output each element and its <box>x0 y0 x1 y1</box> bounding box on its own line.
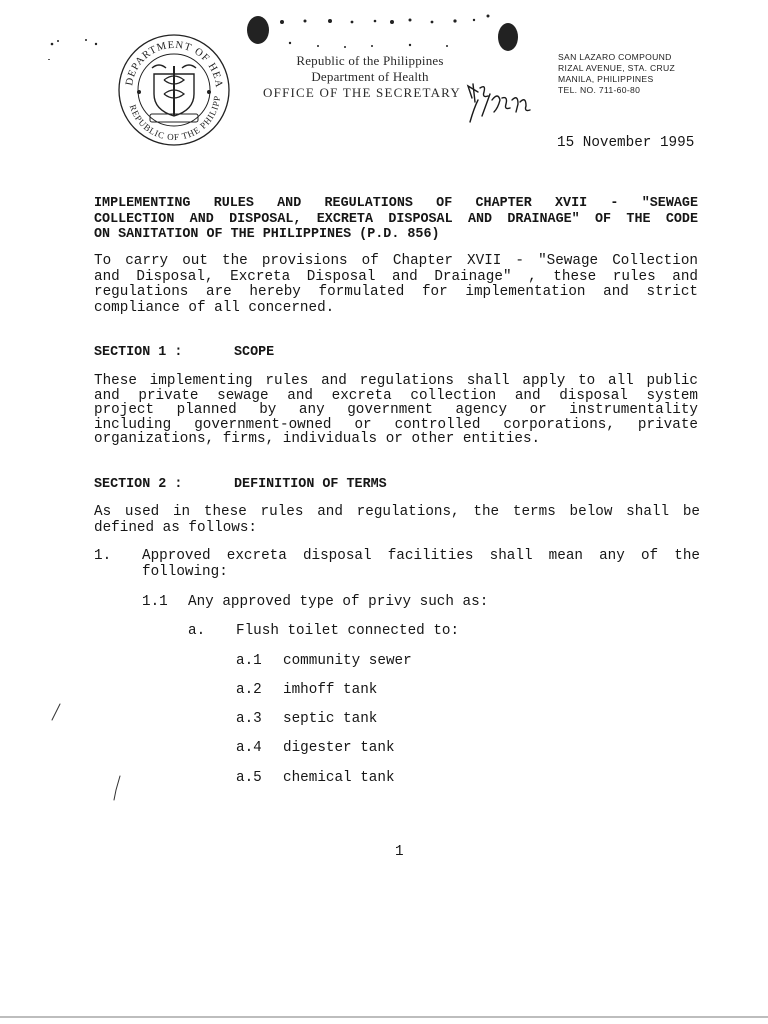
section1-line: organizations, firms, individuals or other entities. <box>94 431 541 448</box>
subitem-number: a.5 <box>236 770 262 786</box>
svg-text:DEPARTMENT OF HEALTH <box>114 32 224 89</box>
section1-title: SCOPE <box>234 345 275 360</box>
address-line: RIZAL AVENUE, STA. CRUZ <box>558 63 676 73</box>
scan-bottom-edge <box>0 1016 768 1018</box>
title-line: ON SANITATION OF THE PHILIPPINES (P.D. 856) <box>94 227 440 242</box>
section1-line: and private sewage and excreta collection and disposal system <box>94 387 698 404</box>
page-number: 1 <box>395 844 404 860</box>
subitem-text: septic tank <box>283 711 378 727</box>
subitem-number: a.1 <box>236 653 262 669</box>
section1-line: including government-owned or controlled corporations, private <box>94 416 698 433</box>
section1-line: project planned by any government agency or instrumentality <box>94 402 698 419</box>
address-line: TEL. NO. 711-60-80 <box>558 85 641 95</box>
subitem-text: community sewer <box>283 653 412 669</box>
title-line: IMPLEMENTING RULES AND REGULATIONS OF CHAPTER XVII - "SEWAGE <box>94 196 698 211</box>
letterhead-republic: Republic of the Philippines <box>296 53 444 68</box>
section2-paragraph <box>94 505 700 536</box>
section2-title: DEFINITION OF TERMS <box>234 477 387 492</box>
seal-text-bottom: REPUBLIC OF THE PHILIPP <box>127 94 223 143</box>
handwritten-annotation <box>464 78 544 128</box>
item1-1-number: 1.1 <box>142 594 168 610</box>
subitem-number: a.4 <box>236 740 262 756</box>
margin-pen-marks <box>40 700 130 810</box>
item1-line: Approved excreta disposal facilities shall mean any of the <box>142 548 700 564</box>
subitem-text: chemical tank <box>283 770 395 786</box>
item-a-number: a. <box>188 623 206 639</box>
item1-1-text: Any approved type of privy such as: <box>188 594 489 610</box>
intro-line: regulations are hereby formulated for implementation and strict <box>94 284 698 300</box>
intro-line: and Disposal, Excreta Disposal and Drainage" , these rules and <box>94 268 698 285</box>
intro-paragraph <box>94 254 698 316</box>
item1-text <box>142 549 700 580</box>
subitem-number: a.2 <box>236 682 262 698</box>
address-line: MANILA, PHILIPPINES <box>558 74 654 84</box>
address-line: SAN LAZARO COMPOUND <box>558 52 672 62</box>
intro-line: To carry out the provisions of Chapter XVII - "Sewage Collection <box>94 253 698 269</box>
subitem-text: digester tank <box>283 740 395 756</box>
subitem-number: a.3 <box>236 711 262 727</box>
section1-line: These implementing rules and regulations shall apply to all public <box>94 373 698 389</box>
seal-text-top: DEPARTMENT OF HEA <box>124 39 225 89</box>
item1-line: following: <box>142 563 228 580</box>
section1-number: SECTION 1 : <box>94 345 183 360</box>
section2-line: defined as follows: <box>94 519 258 536</box>
item1-number: 1. <box>94 548 112 564</box>
section1-paragraph <box>94 374 698 447</box>
letterhead-office: OFFICE OF THE SECRETARY <box>263 85 461 100</box>
letterhead-department: Department of Health <box>311 69 429 84</box>
section2-number: SECTION 2 : <box>94 477 183 492</box>
subitem-text: imhoff tank <box>283 682 378 698</box>
address-block <box>558 52 688 96</box>
document-title <box>94 196 698 243</box>
doh-seal-logo <box>114 32 234 148</box>
section2-line: As used in these rules and regulations, the terms below shall be <box>94 504 700 520</box>
title-line: COLLECTION AND DISPOSAL, EXCRETA DISPOSAL AND DRAINAGE" OF THE CODE <box>94 211 698 227</box>
document-date: 15 November 1995 <box>557 135 695 151</box>
item-a-text: Flush toilet connected to: <box>236 623 460 639</box>
intro-line: compliance of all concerned. <box>94 299 335 316</box>
